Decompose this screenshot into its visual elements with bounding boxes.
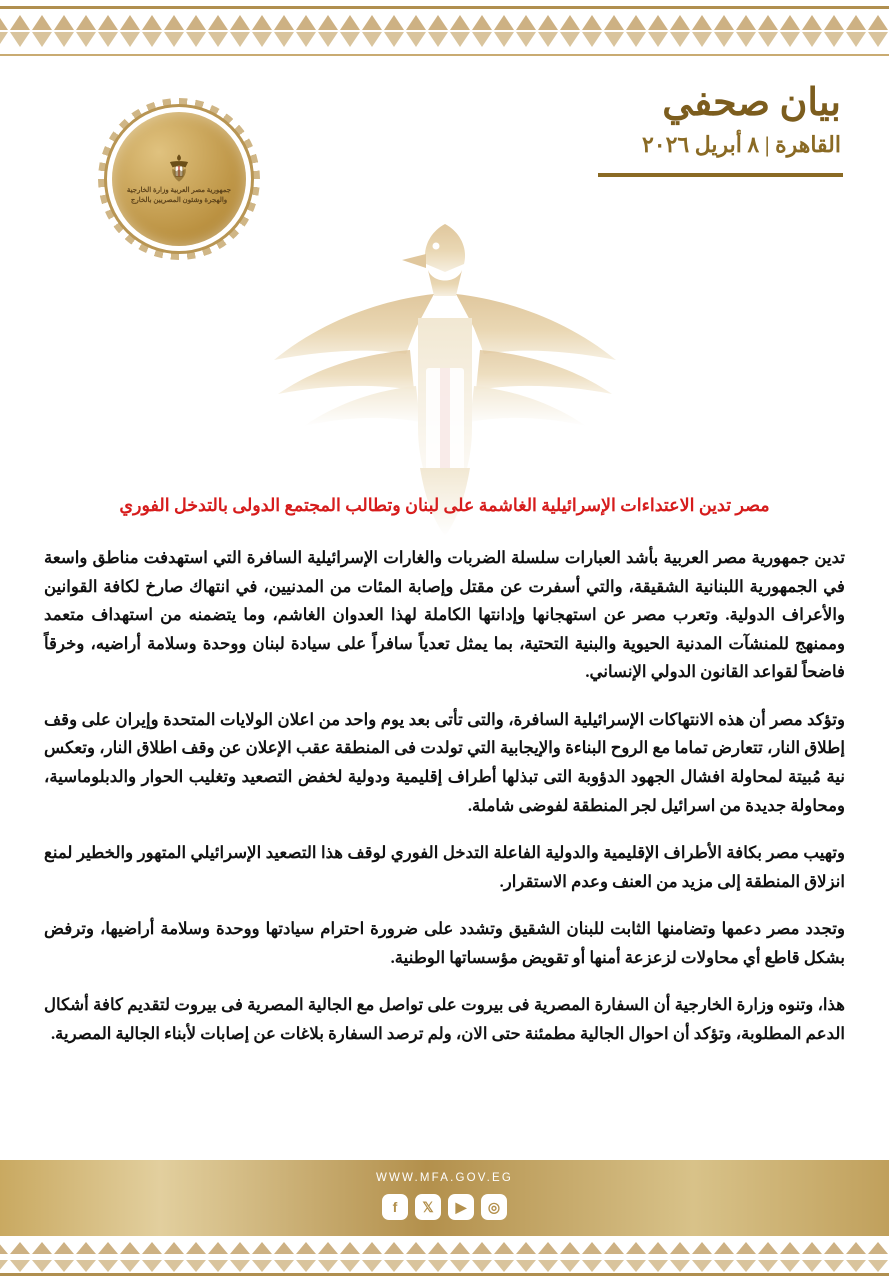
zigzag-tile xyxy=(493,1240,515,1274)
zigzag-tile xyxy=(669,11,691,51)
bottom-zigzag-pattern xyxy=(0,1240,889,1274)
zigzag-tile xyxy=(31,1240,53,1274)
body-paragraph: وتجدد مصر دعمها وتضامنها الثابت للبنان الشقيق وتشدد على ضرورة احترام سيادتها ووحدة وسلامة أراضيها، وترفض بشكل قاطع أي محاولات لزعزعة أمنها أو تقويض مؤسساتها الوطنية. xyxy=(44,919,845,967)
zigzag-tile xyxy=(119,11,141,51)
seal-text: جمهورية مصر العربية وزارة الخارجية والهجرة وشئون المصريين بالخارج xyxy=(126,185,232,204)
instagram-icon[interactable]: ◎ xyxy=(481,1194,507,1220)
dateline: القاهرة | ٨ أبريل ٢٠٢٦ xyxy=(641,132,841,157)
zigzag-tile xyxy=(801,1240,823,1274)
website-url[interactable]: WWW.MFA.GOV.EG xyxy=(375,1172,514,1184)
zigzag-tile xyxy=(9,11,31,51)
zigzag-tile xyxy=(449,11,471,51)
top-zigzag-pattern xyxy=(0,11,889,51)
zigzag-tile xyxy=(185,1240,207,1274)
top-decorative-border xyxy=(0,0,889,62)
zigzag-tile xyxy=(53,11,75,51)
zigzag-tile xyxy=(295,11,317,51)
zigzag-tile xyxy=(493,11,515,51)
body-paragraph: هذا، وتنوه وزارة الخارجية أن السفارة المصرية فى بيروت على تواصل مع الجالية المصرية فى بيروت لتقديم كافة أشكال الدعم المطلوبة، وتؤكد أن احوال الجالية مطمئنة حتى الان، ولم ترصد السفارة بلاغات عن إصابات لأبناء الجالية المصرية. xyxy=(44,995,845,1043)
zigzag-tile xyxy=(537,11,559,51)
body-paragraph: تدين جمهورية مصر العربية بأشد العبارات سلسلة الضربات والغارات الإسرائيلية السافرة التي استهدفت مناطق واسعة في الجمهورية اللبنانية الشقيقة، والتي أسفرت عن مقتل وإصابة المئات من المدنيين، في انتهاك صارخ لكافة القوانين والأعراف الدولية. وتعرب مصر عن استهجانها وإدانتها الكاملة لهذا العدوان الغاشم، وما يتضمنه من استهداف متعمد وممنهج للمنشآت المدنية الحيوية والبنية التحتية، بما يمثل تعدياً سافراً على سيادة لبنان ووحدة وسلامة أراضيه، وخرقاً فاضحاً لقواعد القانون الدولي الإنساني. xyxy=(44,548,845,682)
x-twitter-icon[interactable]: 𝕏 xyxy=(415,1194,441,1220)
zigzag-tile xyxy=(229,11,251,51)
paragraph-list xyxy=(44,544,845,1048)
zigzag-tile xyxy=(383,11,405,51)
zigzag-tile xyxy=(647,11,669,51)
zigzag-tile xyxy=(141,1240,163,1274)
zigzag-tile xyxy=(559,11,581,51)
zigzag-tile xyxy=(0,11,9,51)
eagle-emblem-icon xyxy=(166,153,192,183)
zigzag-tile xyxy=(801,11,823,51)
zigzag-tile xyxy=(581,1240,603,1274)
zigzag-tile xyxy=(779,11,801,51)
zigzag-tile xyxy=(53,1240,75,1274)
zigzag-tile xyxy=(757,11,779,51)
zigzag-tile xyxy=(31,11,53,51)
zigzag-tile xyxy=(97,11,119,51)
zigzag-tile xyxy=(207,1240,229,1274)
zigzag-tile xyxy=(515,1240,537,1274)
zigzag-tile xyxy=(273,11,295,51)
zigzag-tile xyxy=(603,11,625,51)
bottom-rule xyxy=(0,1273,889,1276)
zigzag-tile xyxy=(405,11,427,51)
zigzag-tile xyxy=(471,11,493,51)
zigzag-tile xyxy=(9,1240,31,1274)
youtube-icon[interactable]: ▶ xyxy=(448,1194,474,1220)
zigzag-tile xyxy=(603,1240,625,1274)
top-rule-upper xyxy=(0,6,889,9)
zigzag-tile xyxy=(0,1240,9,1274)
zigzag-tile xyxy=(757,1240,779,1274)
social-links[interactable] xyxy=(0,1194,889,1220)
zigzag-tile xyxy=(339,11,361,51)
zigzag-tile xyxy=(339,1240,361,1274)
zigzag-tile xyxy=(317,11,339,51)
zigzag-tile xyxy=(185,11,207,51)
zigzag-tile xyxy=(361,1240,383,1274)
zigzag-tile xyxy=(405,1240,427,1274)
zigzag-tile xyxy=(625,11,647,51)
zigzag-tile xyxy=(295,1240,317,1274)
headline: مصر تدين الاعتداءات الإسرائيلية الغاشمة على لبنان وتطالب المجتمع الدولى بالتدخل الفوري xyxy=(119,495,770,515)
document-body xyxy=(44,492,845,1067)
zigzag-tile xyxy=(141,11,163,51)
zigzag-tile xyxy=(691,1240,713,1274)
top-rule-lower xyxy=(0,54,889,56)
zigzag-tile xyxy=(163,11,185,51)
zigzag-tile xyxy=(97,1240,119,1274)
zigzag-tile xyxy=(207,11,229,51)
zigzag-tile xyxy=(823,1240,845,1274)
zigzag-tile xyxy=(383,1240,405,1274)
zigzag-tile xyxy=(251,1240,273,1274)
zigzag-tile xyxy=(515,11,537,51)
zigzag-tile xyxy=(537,1240,559,1274)
title-underline xyxy=(598,173,843,177)
zigzag-tile xyxy=(691,11,713,51)
zigzag-tile xyxy=(559,1240,581,1274)
zigzag-tile xyxy=(119,1240,141,1274)
zigzag-tile xyxy=(229,1240,251,1274)
zigzag-tile xyxy=(625,1240,647,1274)
zigzag-tile xyxy=(779,1240,801,1274)
document-footer xyxy=(0,1160,889,1280)
bottom-decorative-border xyxy=(0,1236,889,1280)
zigzag-tile xyxy=(823,11,845,51)
body-paragraph: وتهيب مصر بكافة الأطراف الإقليمية والدولية الفاعلة التدخل الفوري لوقف هذا التصعيد الإسرائيلي المتهور والخطير لمنع انزلاق المنطقة إلى مزيد من العنف وعدم الاستقرار. xyxy=(44,843,845,891)
zigzag-tile xyxy=(449,1240,471,1274)
zigzag-tile xyxy=(427,11,449,51)
zigzag-tile xyxy=(845,1240,867,1274)
zigzag-tile xyxy=(273,1240,295,1274)
zigzag-tile xyxy=(163,1240,185,1274)
zigzag-tile xyxy=(713,1240,735,1274)
zigzag-tile xyxy=(735,1240,757,1274)
zigzag-tile xyxy=(75,1240,97,1274)
zigzag-tile xyxy=(75,11,97,51)
page-title: بيان صحفي xyxy=(662,82,841,124)
zigzag-tile xyxy=(713,11,735,51)
body-paragraph: وتؤكد مصر أن هذه الانتهاكات الإسرائيلية السافرة، والتى تأتى بعد يوم واحد من اعلان الولايات المتحدة وإيران على وقف إطلاق النار، تتعارض تماما مع الروح البناءة والإيجابية التي تولدت فى المنطقة عقب الإعلان عن وقف اطلاق النار، وتعكس نية مُبيتة لمحاولة افشال الجهود الدؤوبة التى تبذلها أطراف إقليمية ودولية لخفض التصعيد وتغليب الحوار والدبلوماسية، ومحاولة جديدة من اسرائيل لجر المنطقة لفوضى شاملة. xyxy=(44,709,845,815)
zigzag-tile xyxy=(317,1240,339,1274)
facebook-icon[interactable]: f xyxy=(382,1194,408,1220)
zigzag-tile xyxy=(361,11,383,51)
zigzag-tile xyxy=(581,11,603,51)
zigzag-tile xyxy=(735,11,757,51)
zigzag-tile xyxy=(669,1240,691,1274)
zigzag-tile xyxy=(471,1240,493,1274)
zigzag-tile xyxy=(647,1240,669,1274)
zigzag-tile xyxy=(251,11,273,51)
footer-gold-bar xyxy=(0,1160,889,1236)
zigzag-tile xyxy=(867,11,889,51)
zigzag-tile xyxy=(427,1240,449,1274)
zigzag-tile xyxy=(845,11,867,51)
seal-disc xyxy=(112,112,246,246)
document-header xyxy=(0,70,889,210)
zigzag-tile xyxy=(867,1240,889,1274)
